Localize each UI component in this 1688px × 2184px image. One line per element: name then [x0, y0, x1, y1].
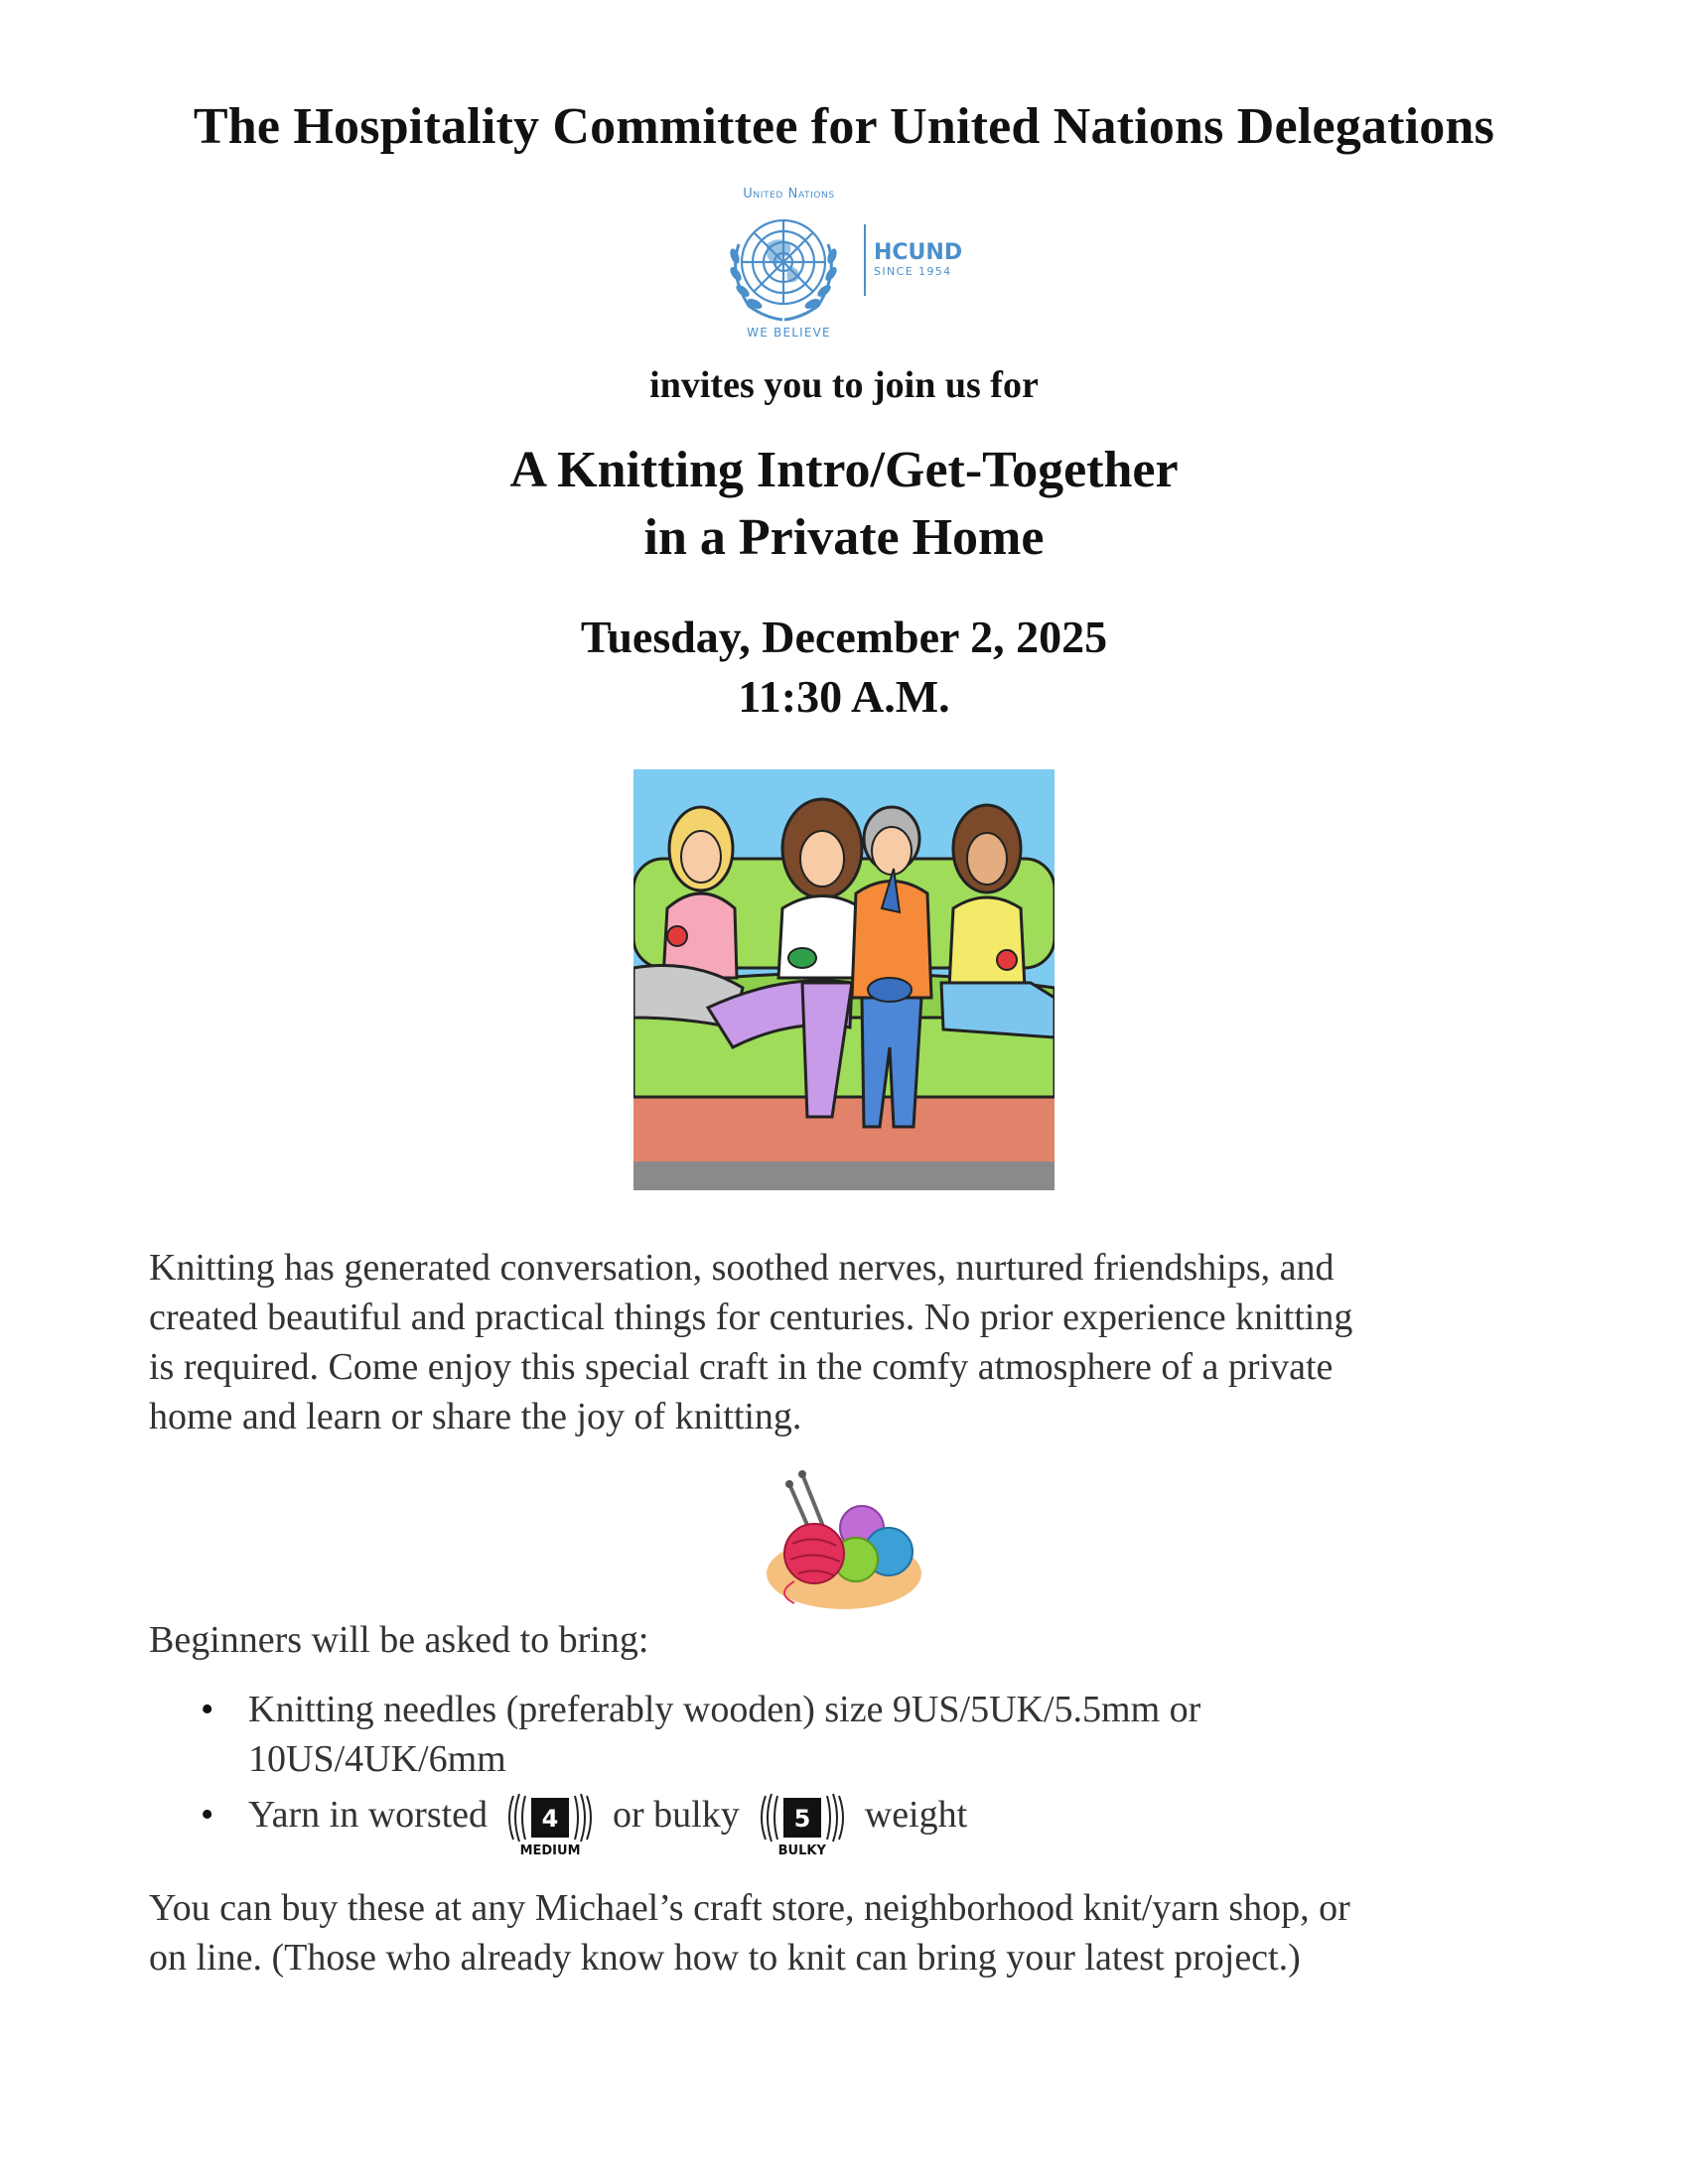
needles-line1: Knitting needles (preferably wooden) size 9US/5UK/5.5mm or [248, 1689, 1201, 1730]
intro-line: home and learn or share the joy of knitting. [149, 1396, 802, 1437]
yarn-text-weight: weight [864, 1794, 968, 1836]
yarn-text-bulky: or bulky [613, 1794, 740, 1836]
needles-line2: 10US/4UK/6mm [248, 1738, 506, 1780]
list-item [149, 1790, 1539, 1858]
un-emblem-icon [719, 205, 848, 324]
intro-line: created beautiful and practical things for centuries. No prior experience knitting [149, 1297, 1353, 1338]
bullet-icon: • [201, 1689, 214, 1730]
hcund-logo [707, 181, 975, 340]
list-item [149, 1685, 1539, 1784]
event-title-line2: in a Private Home [643, 509, 1045, 566]
event-time: 11:30 A.M. [738, 671, 950, 722]
women-knitting-on-couch-illustration [633, 769, 1055, 1190]
yarn-weight-4-icon [505, 1790, 595, 1861]
bring-label: Beginners will be asked to bring: [149, 1619, 649, 1661]
bullet-icon: • [201, 1794, 214, 1836]
intro-paragraph [149, 1243, 1539, 1441]
logo-since: SINCE 1954 [874, 265, 952, 278]
svg-text:5: 5 [793, 1805, 811, 1833]
logo-divider [864, 224, 866, 296]
bring-list [149, 1685, 1539, 1858]
yarn-balls-with-needles-icon [765, 1464, 923, 1613]
organization-title: The Hospitality Committee for United Nations Delegations [193, 98, 1495, 155]
purchase-line: You can buy these at any Michael’s craft store, neighborhood knit/yarn shop, or [149, 1887, 1350, 1929]
event-datetime [0, 608, 1688, 727]
yarn-weight-5-label: BULKY [777, 1843, 826, 1858]
yarn-text-worsted: Yarn in worsted [248, 1794, 489, 1836]
event-title [0, 437, 1688, 572]
intro-line: Knitting has generated conversation, soothed nerves, nurtured friendships, and [149, 1247, 1335, 1289]
purchase-line: on line. (Those who already know how to knit can bring your latest project.) [149, 1937, 1301, 1979]
purchase-paragraph [149, 1883, 1539, 1982]
yarn-weight-4-label: MEDIUM [519, 1843, 581, 1858]
event-date: Tuesday, December 2, 2025 [580, 612, 1108, 662]
invitation-lead: invites you to join us for [649, 364, 1039, 406]
intro-line: is required. Come enjoy this special craft in the comfy atmosphere of a private [149, 1346, 1334, 1388]
event-title-line1: A Knitting Intro/Get-Together [509, 442, 1179, 498]
logo-bottom-text: WE BELIEVE [747, 326, 831, 340]
yarn-weight-5-icon [758, 1790, 847, 1861]
logo-top-text: United Nations [743, 187, 835, 202]
svg-text:4: 4 [541, 1805, 559, 1833]
logo-acronym: HCUND [874, 240, 963, 265]
